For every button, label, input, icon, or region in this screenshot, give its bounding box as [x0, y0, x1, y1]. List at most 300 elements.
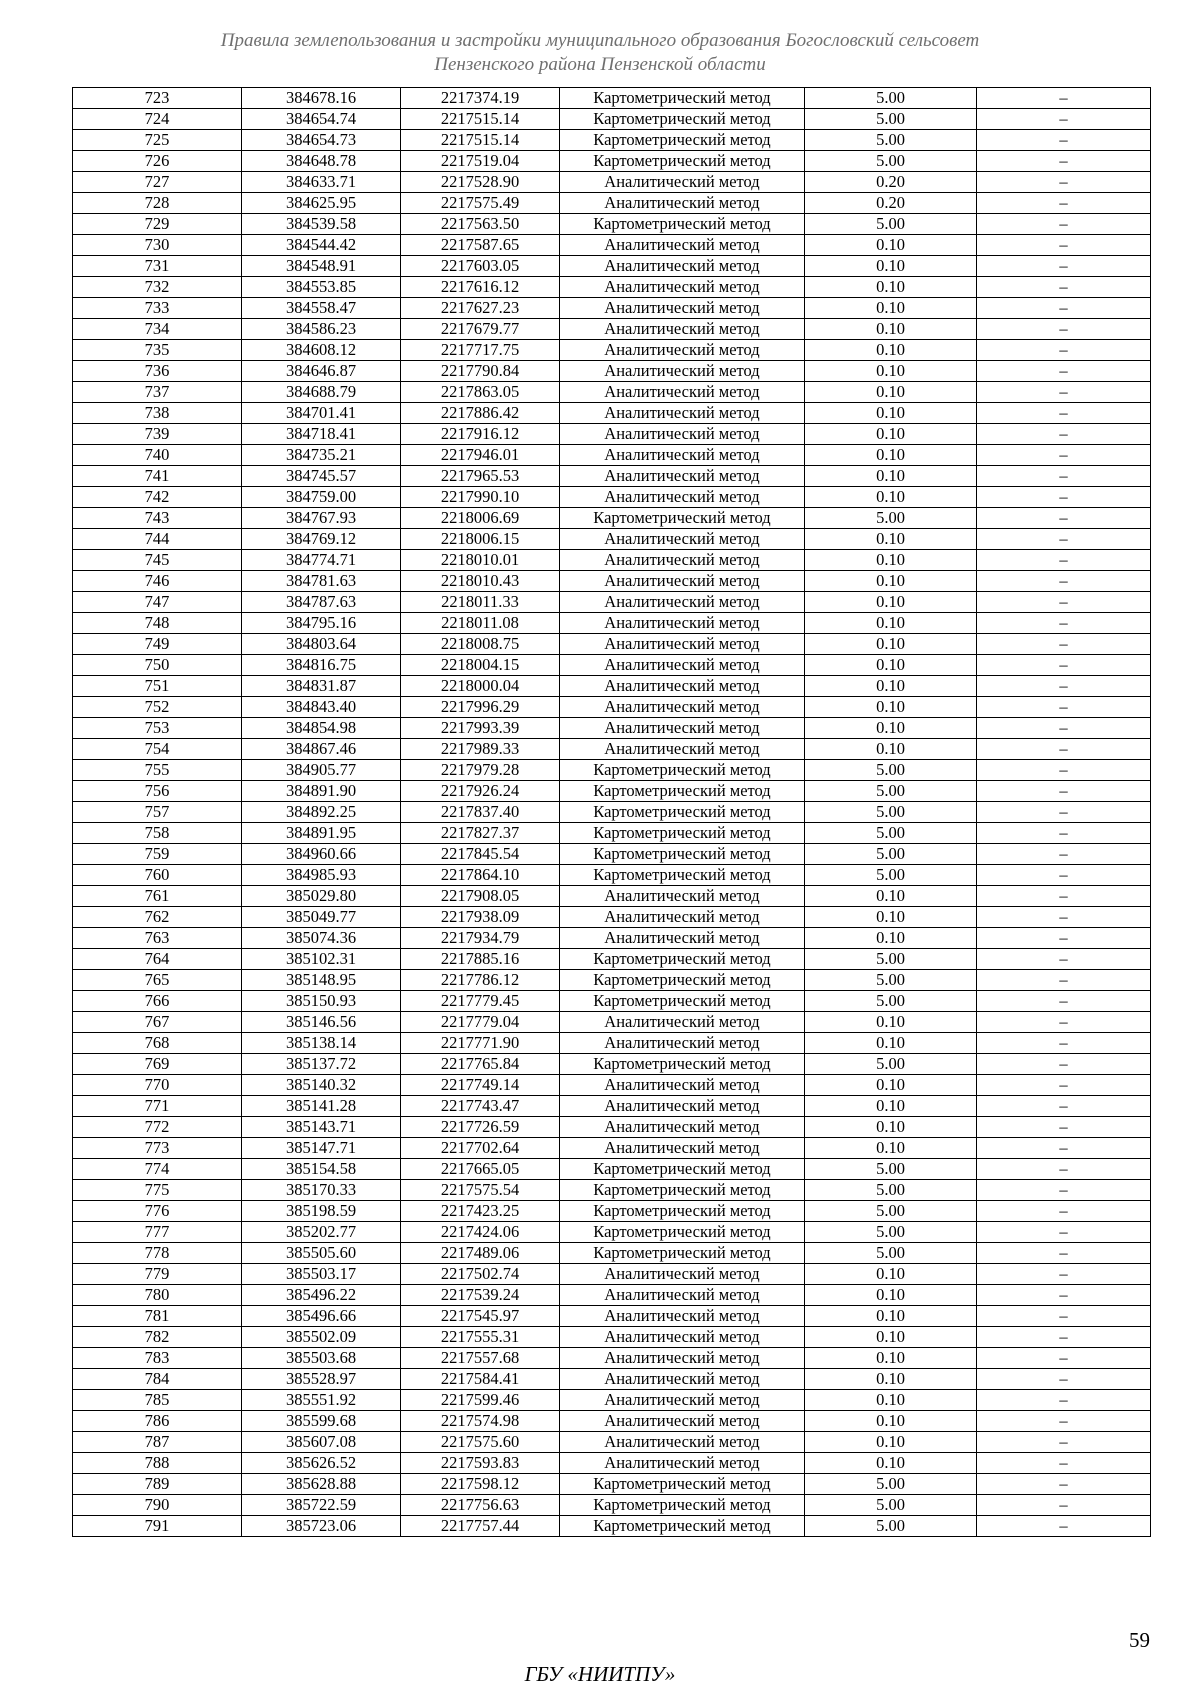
point-number-cell: 742 [73, 487, 242, 508]
x-coordinate-cell: 384553.85 [242, 277, 401, 298]
x-coordinate-cell: 384905.77 [242, 760, 401, 781]
y-coordinate-cell: 2217743.47 [401, 1096, 560, 1117]
point-number-cell: 728 [73, 193, 242, 214]
description-cell: – [977, 1096, 1151, 1117]
point-number-cell: 763 [73, 928, 242, 949]
x-coordinate-cell: 384701.41 [242, 403, 401, 424]
method-cell: Аналитический метод [560, 613, 805, 634]
table-row [73, 1180, 1151, 1201]
method-cell: Аналитический метод [560, 172, 805, 193]
table-row [73, 1495, 1151, 1516]
table-row [73, 193, 1151, 214]
description-cell: – [977, 277, 1151, 298]
table-row [73, 1096, 1151, 1117]
point-number-cell: 768 [73, 1033, 242, 1054]
table-row [73, 865, 1151, 886]
x-coordinate-cell: 384803.64 [242, 634, 401, 655]
table-row [73, 1474, 1151, 1495]
x-coordinate-cell: 385503.17 [242, 1264, 401, 1285]
accuracy-cell: 0.10 [805, 361, 977, 382]
accuracy-cell: 0.10 [805, 718, 977, 739]
description-cell: – [977, 88, 1151, 109]
method-cell: Аналитический метод [560, 529, 805, 550]
x-coordinate-cell: 385607.08 [242, 1432, 401, 1453]
method-cell: Картометрический метод [560, 1495, 805, 1516]
x-coordinate-cell: 384795.16 [242, 613, 401, 634]
y-coordinate-cell: 2217489.06 [401, 1243, 560, 1264]
y-coordinate-cell: 2217555.31 [401, 1327, 560, 1348]
point-number-cell: 773 [73, 1138, 242, 1159]
x-coordinate-cell: 384816.75 [242, 655, 401, 676]
point-number-cell: 757 [73, 802, 242, 823]
y-coordinate-cell: 2218008.75 [401, 634, 560, 655]
accuracy-cell: 0.10 [805, 634, 977, 655]
method-cell: Аналитический метод [560, 1411, 805, 1432]
table-row [73, 466, 1151, 487]
x-coordinate-cell: 384678.16 [242, 88, 401, 109]
method-cell: Картометрический метод [560, 781, 805, 802]
table-row [73, 781, 1151, 802]
description-cell: – [977, 1390, 1151, 1411]
description-cell: – [977, 676, 1151, 697]
method-cell: Картометрический метод [560, 1201, 805, 1222]
x-coordinate-cell: 384648.78 [242, 151, 401, 172]
y-coordinate-cell: 2217886.42 [401, 403, 560, 424]
x-coordinate-cell: 384767.93 [242, 508, 401, 529]
y-coordinate-cell: 2217989.33 [401, 739, 560, 760]
accuracy-cell: 0.10 [805, 886, 977, 907]
point-number-cell: 730 [73, 235, 242, 256]
point-number-cell: 787 [73, 1432, 242, 1453]
description-cell: – [977, 655, 1151, 676]
y-coordinate-cell: 2218010.01 [401, 550, 560, 571]
description-cell: – [977, 1159, 1151, 1180]
y-coordinate-cell: 2217990.10 [401, 487, 560, 508]
accuracy-cell: 0.10 [805, 466, 977, 487]
point-number-cell: 769 [73, 1054, 242, 1075]
method-cell: Аналитический метод [560, 298, 805, 319]
method-cell: Аналитический метод [560, 550, 805, 571]
description-cell: – [977, 718, 1151, 739]
table-row [73, 529, 1151, 550]
x-coordinate-cell: 384745.57 [242, 466, 401, 487]
x-coordinate-cell: 385496.22 [242, 1285, 401, 1306]
point-number-cell: 756 [73, 781, 242, 802]
description-cell: – [977, 1054, 1151, 1075]
point-number-cell: 752 [73, 697, 242, 718]
y-coordinate-cell: 2217786.12 [401, 970, 560, 991]
method-cell: Аналитический метод [560, 340, 805, 361]
description-cell: – [977, 1243, 1151, 1264]
accuracy-cell: 5.00 [805, 1222, 977, 1243]
table-row [73, 1432, 1151, 1453]
x-coordinate-cell: 384759.00 [242, 487, 401, 508]
method-cell: Картометрический метод [560, 130, 805, 151]
description-cell: – [977, 235, 1151, 256]
y-coordinate-cell: 2217779.04 [401, 1012, 560, 1033]
y-coordinate-cell: 2217603.05 [401, 256, 560, 277]
description-cell: – [977, 424, 1151, 445]
description-cell: – [977, 760, 1151, 781]
x-coordinate-cell: 384586.23 [242, 319, 401, 340]
table-row [73, 340, 1151, 361]
point-number-cell: 738 [73, 403, 242, 424]
method-cell: Аналитический метод [560, 1453, 805, 1474]
method-cell: Картометрический метод [560, 214, 805, 235]
accuracy-cell: 0.10 [805, 277, 977, 298]
y-coordinate-cell: 2217587.65 [401, 235, 560, 256]
description-cell: – [977, 844, 1151, 865]
point-number-cell: 745 [73, 550, 242, 571]
description-cell: – [977, 466, 1151, 487]
method-cell: Аналитический метод [560, 886, 805, 907]
table-row [73, 1390, 1151, 1411]
y-coordinate-cell: 2217726.59 [401, 1117, 560, 1138]
table-row [73, 424, 1151, 445]
method-cell: Аналитический метод [560, 445, 805, 466]
x-coordinate-cell: 384985.93 [242, 865, 401, 886]
method-cell: Аналитический метод [560, 1285, 805, 1306]
description-cell: – [977, 1327, 1151, 1348]
point-number-cell: 779 [73, 1264, 242, 1285]
description-cell: – [977, 151, 1151, 172]
method-cell: Картометрический метод [560, 949, 805, 970]
y-coordinate-cell: 2217908.05 [401, 886, 560, 907]
y-coordinate-cell: 2217756.63 [401, 1495, 560, 1516]
y-coordinate-cell: 2217423.25 [401, 1201, 560, 1222]
y-coordinate-cell: 2217864.10 [401, 865, 560, 886]
y-coordinate-cell: 2217926.24 [401, 781, 560, 802]
point-number-cell: 741 [73, 466, 242, 487]
table-row [73, 697, 1151, 718]
coordinates-table-body [73, 88, 1151, 1537]
accuracy-cell: 0.10 [805, 1432, 977, 1453]
description-cell: – [977, 949, 1151, 970]
point-number-cell: 748 [73, 613, 242, 634]
y-coordinate-cell: 2217863.05 [401, 382, 560, 403]
table-row [73, 1159, 1151, 1180]
y-coordinate-cell: 2217946.01 [401, 445, 560, 466]
table-row [73, 991, 1151, 1012]
point-number-cell: 789 [73, 1474, 242, 1495]
y-coordinate-cell: 2217845.54 [401, 844, 560, 865]
point-number-cell: 761 [73, 886, 242, 907]
accuracy-cell: 0.10 [805, 1453, 977, 1474]
table-row [73, 739, 1151, 760]
y-coordinate-cell: 2217837.40 [401, 802, 560, 823]
accuracy-cell: 5.00 [805, 844, 977, 865]
table-row [73, 592, 1151, 613]
accuracy-cell: 0.10 [805, 1306, 977, 1327]
y-coordinate-cell: 2217616.12 [401, 277, 560, 298]
method-cell: Аналитический метод [560, 634, 805, 655]
description-cell: – [977, 592, 1151, 613]
y-coordinate-cell: 2218011.08 [401, 613, 560, 634]
point-number-cell: 758 [73, 823, 242, 844]
x-coordinate-cell: 384718.41 [242, 424, 401, 445]
accuracy-cell: 5.00 [805, 1243, 977, 1264]
page-footer: ГБУ «НИИТПУ» [524, 1662, 676, 1686]
point-number-cell: 778 [73, 1243, 242, 1264]
accuracy-cell: 5.00 [805, 1495, 977, 1516]
method-cell: Аналитический метод [560, 382, 805, 403]
x-coordinate-cell: 385170.33 [242, 1180, 401, 1201]
accuracy-cell: 0.10 [805, 340, 977, 361]
table-row [73, 760, 1151, 781]
x-coordinate-cell: 384769.12 [242, 529, 401, 550]
table-row [73, 1306, 1151, 1327]
method-cell: Аналитический метод [560, 1348, 805, 1369]
description-cell: – [977, 1222, 1151, 1243]
accuracy-cell: 0.10 [805, 1075, 977, 1096]
table-row [73, 403, 1151, 424]
table-row [73, 382, 1151, 403]
description-cell: – [977, 1411, 1151, 1432]
y-coordinate-cell: 2217515.14 [401, 109, 560, 130]
point-number-cell: 751 [73, 676, 242, 697]
x-coordinate-cell: 385137.72 [242, 1054, 401, 1075]
table-row [73, 928, 1151, 949]
description-cell: – [977, 1432, 1151, 1453]
x-coordinate-cell: 384608.12 [242, 340, 401, 361]
method-cell: Аналитический метод [560, 655, 805, 676]
accuracy-cell: 0.10 [805, 1117, 977, 1138]
table-row [73, 550, 1151, 571]
point-number-cell: 732 [73, 277, 242, 298]
accuracy-cell: 0.10 [805, 592, 977, 613]
point-number-cell: 776 [73, 1201, 242, 1222]
description-cell: – [977, 1264, 1151, 1285]
description-cell: – [977, 781, 1151, 802]
x-coordinate-cell: 384654.73 [242, 130, 401, 151]
point-number-cell: 786 [73, 1411, 242, 1432]
point-number-cell: 765 [73, 970, 242, 991]
y-coordinate-cell: 2218011.33 [401, 592, 560, 613]
point-number-cell: 750 [73, 655, 242, 676]
point-number-cell: 784 [73, 1369, 242, 1390]
y-coordinate-cell: 2217779.45 [401, 991, 560, 1012]
y-coordinate-cell: 2218000.04 [401, 676, 560, 697]
point-number-cell: 734 [73, 319, 242, 340]
point-number-cell: 743 [73, 508, 242, 529]
point-number-cell: 749 [73, 634, 242, 655]
method-cell: Картометрический метод [560, 865, 805, 886]
accuracy-cell: 5.00 [805, 109, 977, 130]
point-number-cell: 733 [73, 298, 242, 319]
accuracy-cell: 0.10 [805, 1264, 977, 1285]
table-row [73, 1411, 1151, 1432]
method-cell: Картометрический метод [560, 88, 805, 109]
x-coordinate-cell: 385150.93 [242, 991, 401, 1012]
x-coordinate-cell: 385049.77 [242, 907, 401, 928]
method-cell: Картометрический метод [560, 1474, 805, 1495]
point-number-cell: 739 [73, 424, 242, 445]
description-cell: – [977, 298, 1151, 319]
x-coordinate-cell: 384544.42 [242, 235, 401, 256]
x-coordinate-cell: 384960.66 [242, 844, 401, 865]
x-coordinate-cell: 385198.59 [242, 1201, 401, 1222]
accuracy-cell: 5.00 [805, 1516, 977, 1537]
accuracy-cell: 0.10 [805, 382, 977, 403]
method-cell: Картометрический метод [560, 109, 805, 130]
description-cell: – [977, 886, 1151, 907]
point-number-cell: 785 [73, 1390, 242, 1411]
table-row [73, 214, 1151, 235]
x-coordinate-cell: 385147.71 [242, 1138, 401, 1159]
method-cell: Картометрический метод [560, 1180, 805, 1201]
x-coordinate-cell: 385141.28 [242, 1096, 401, 1117]
table-row [73, 235, 1151, 256]
point-number-cell: 735 [73, 340, 242, 361]
x-coordinate-cell: 385148.95 [242, 970, 401, 991]
method-cell: Аналитический метод [560, 1033, 805, 1054]
table-row [73, 718, 1151, 739]
point-number-cell: 772 [73, 1117, 242, 1138]
table-row [73, 613, 1151, 634]
x-coordinate-cell: 384558.47 [242, 298, 401, 319]
table-row [73, 823, 1151, 844]
x-coordinate-cell: 384688.79 [242, 382, 401, 403]
table-row [73, 1264, 1151, 1285]
method-cell: Аналитический метод [560, 403, 805, 424]
accuracy-cell: 5.00 [805, 1180, 977, 1201]
description-cell: – [977, 1306, 1151, 1327]
method-cell: Аналитический метод [560, 907, 805, 928]
y-coordinate-cell: 2217584.41 [401, 1369, 560, 1390]
point-number-cell: 725 [73, 130, 242, 151]
accuracy-cell: 5.00 [805, 949, 977, 970]
y-coordinate-cell: 2217790.84 [401, 361, 560, 382]
point-number-cell: 753 [73, 718, 242, 739]
y-coordinate-cell: 2217679.77 [401, 319, 560, 340]
description-cell: – [977, 802, 1151, 823]
point-number-cell: 777 [73, 1222, 242, 1243]
accuracy-cell: 0.10 [805, 571, 977, 592]
table-row [73, 1222, 1151, 1243]
accuracy-cell: 0.10 [805, 739, 977, 760]
x-coordinate-cell: 385503.68 [242, 1348, 401, 1369]
point-number-cell: 782 [73, 1327, 242, 1348]
y-coordinate-cell: 2217993.39 [401, 718, 560, 739]
x-coordinate-cell: 385723.06 [242, 1516, 401, 1537]
y-coordinate-cell: 2217374.19 [401, 88, 560, 109]
description-cell: – [977, 1201, 1151, 1222]
method-cell: Картометрический метод [560, 823, 805, 844]
x-coordinate-cell: 384539.58 [242, 214, 401, 235]
method-cell: Картометрический метод [560, 1222, 805, 1243]
y-coordinate-cell: 2217593.83 [401, 1453, 560, 1474]
x-coordinate-cell: 384633.71 [242, 172, 401, 193]
description-cell: – [977, 1138, 1151, 1159]
table-row [73, 277, 1151, 298]
method-cell: Аналитический метод [560, 361, 805, 382]
point-number-cell: 744 [73, 529, 242, 550]
method-cell: Аналитический метод [560, 466, 805, 487]
method-cell: Аналитический метод [560, 571, 805, 592]
accuracy-cell: 0.10 [805, 1012, 977, 1033]
point-number-cell: 767 [73, 1012, 242, 1033]
description-cell: – [977, 445, 1151, 466]
table-row [73, 1075, 1151, 1096]
table-row [73, 949, 1151, 970]
method-cell: Аналитический метод [560, 1327, 805, 1348]
table-row [73, 298, 1151, 319]
table-row [73, 1516, 1151, 1537]
x-coordinate-cell: 385496.66 [242, 1306, 401, 1327]
x-coordinate-cell: 385154.58 [242, 1159, 401, 1180]
point-number-cell: 788 [73, 1453, 242, 1474]
accuracy-cell: 0.20 [805, 172, 977, 193]
method-cell: Картометрический метод [560, 1243, 805, 1264]
method-cell: Аналитический метод [560, 1138, 805, 1159]
table-row [73, 1369, 1151, 1390]
point-number-cell: 755 [73, 760, 242, 781]
method-cell: Аналитический метод [560, 277, 805, 298]
accuracy-cell: 0.10 [805, 928, 977, 949]
method-cell: Аналитический метод [560, 424, 805, 445]
description-cell: – [977, 1474, 1151, 1495]
description-cell: – [977, 907, 1151, 928]
accuracy-cell: 0.10 [805, 1411, 977, 1432]
accuracy-cell: 0.10 [805, 550, 977, 571]
description-cell: – [977, 361, 1151, 382]
table-row [73, 1243, 1151, 1264]
method-cell: Аналитический метод [560, 1117, 805, 1138]
method-cell: Аналитический метод [560, 193, 805, 214]
table-row [73, 151, 1151, 172]
x-coordinate-cell: 385626.52 [242, 1453, 401, 1474]
method-cell: Картометрический метод [560, 844, 805, 865]
method-cell: Аналитический метод [560, 928, 805, 949]
description-cell: – [977, 571, 1151, 592]
y-coordinate-cell: 2218004.15 [401, 655, 560, 676]
point-number-cell: 747 [73, 592, 242, 613]
description-cell: – [977, 130, 1151, 151]
description-cell: – [977, 550, 1151, 571]
page-header-line-1: Правила землепользования и застройки муниципального образования Богословский сельсовет [220, 30, 980, 51]
y-coordinate-cell: 2217934.79 [401, 928, 560, 949]
x-coordinate-cell: 385140.32 [242, 1075, 401, 1096]
point-number-cell: 780 [73, 1285, 242, 1306]
point-number-cell: 764 [73, 949, 242, 970]
y-coordinate-cell: 2218006.15 [401, 529, 560, 550]
y-coordinate-cell: 2217965.53 [401, 466, 560, 487]
table-row [73, 445, 1151, 466]
point-number-cell: 775 [73, 1180, 242, 1201]
description-cell: – [977, 1348, 1151, 1369]
point-number-cell: 770 [73, 1075, 242, 1096]
accuracy-cell: 5.00 [805, 151, 977, 172]
method-cell: Картометрический метод [560, 1054, 805, 1075]
y-coordinate-cell: 2217424.06 [401, 1222, 560, 1243]
table-row [73, 1012, 1151, 1033]
x-coordinate-cell: 384831.87 [242, 676, 401, 697]
x-coordinate-cell: 385102.31 [242, 949, 401, 970]
accuracy-cell: 5.00 [805, 865, 977, 886]
table-row [73, 1285, 1151, 1306]
method-cell: Аналитический метод [560, 319, 805, 340]
accuracy-cell: 5.00 [805, 508, 977, 529]
x-coordinate-cell: 384548.91 [242, 256, 401, 277]
table-row [73, 886, 1151, 907]
y-coordinate-cell: 2217627.23 [401, 298, 560, 319]
table-row [73, 655, 1151, 676]
y-coordinate-cell: 2217557.68 [401, 1348, 560, 1369]
description-cell: – [977, 529, 1151, 550]
accuracy-cell: 5.00 [805, 760, 977, 781]
description-cell: – [977, 865, 1151, 886]
description-cell: – [977, 487, 1151, 508]
